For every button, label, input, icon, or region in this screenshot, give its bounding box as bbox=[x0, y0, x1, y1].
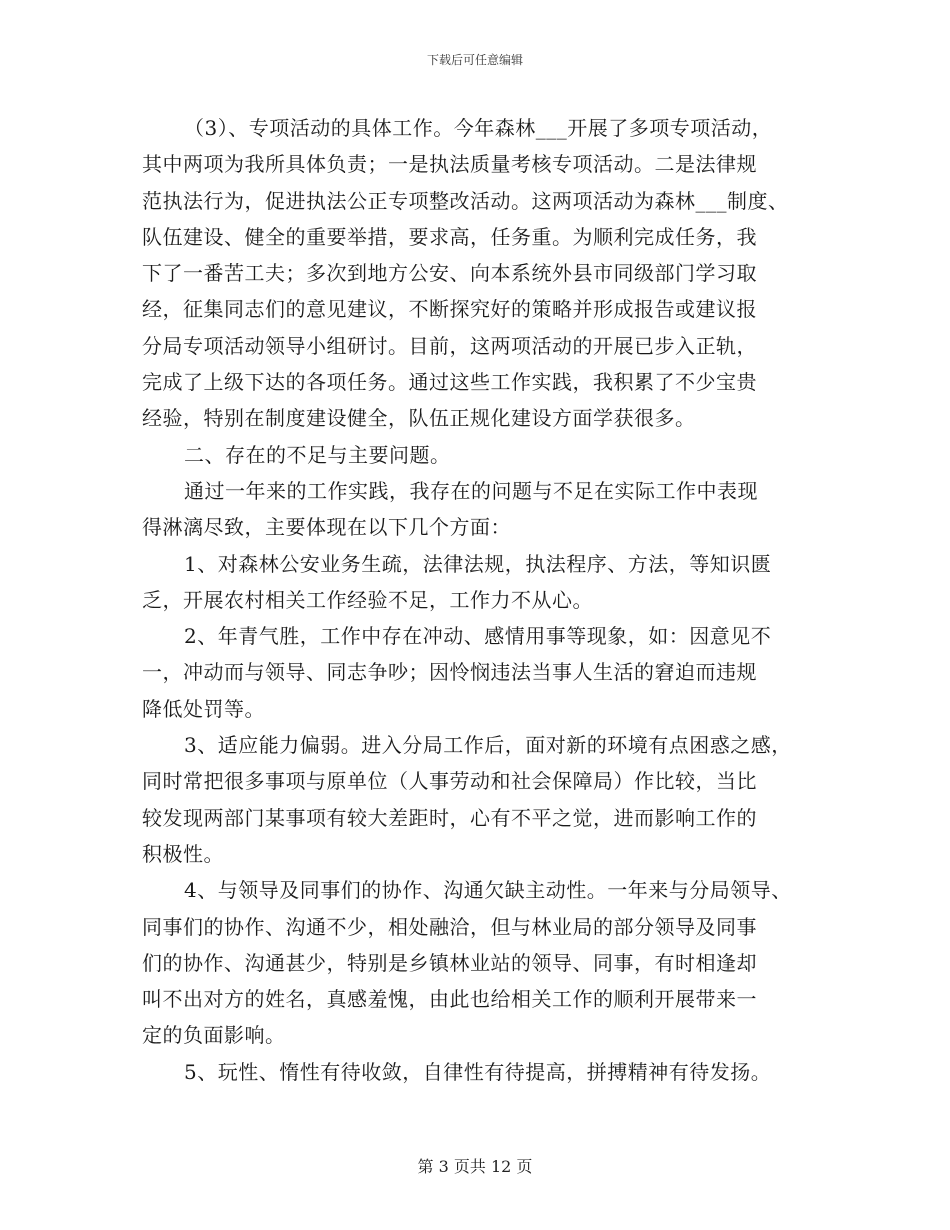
text-line: 范执法行为，促进执法公正专项整改活动。这两项活动为森林___制度、 bbox=[142, 188, 789, 213]
text-line: 较发现两部门某事项有较大差距时，心有不平之觉，进而影响工作的 bbox=[142, 805, 757, 830]
text-line: 5、玩性、惰性有待收敛，自律性有待提高，拼搏精神有待发扬。 bbox=[184, 1059, 772, 1084]
text-line: 二、存在的不足与主要问题。 bbox=[184, 442, 451, 467]
text-line: 经，征集同志们的意见建议，不断探究好的策略并形成报告或建议报 bbox=[142, 297, 757, 322]
text-line: 通过一年来的工作实践，我存在的问题与不足在实际工作中表现 bbox=[184, 478, 758, 503]
text-line: 经验，特别在制度建设健全，队伍正规化建设方面学获很多。 bbox=[142, 406, 696, 431]
text-line: 4、与领导及同事们的协作、沟通欠缺主动性。一年来与分局领导、 bbox=[184, 878, 792, 903]
text-line: 定的负面影响。 bbox=[142, 1023, 286, 1048]
text-line: 同事们的协作、沟通不少，相处融洽，但与林业局的部分领导及同事 bbox=[142, 914, 757, 939]
text-line: 其中两项为我所具体负责；一是执法质量考核专项活动。二是法律规 bbox=[142, 152, 757, 177]
text-line: 2、年青气胜，工作中存在冲动、感情用事等现象，如：因意见不 bbox=[184, 624, 772, 649]
page-header: 下载后可任意编辑 bbox=[426, 53, 523, 67]
text-line: 乏，开展农村相关工作经验不足，工作力不从心。 bbox=[142, 587, 593, 612]
page-footer: 第 3 页共 12 页 bbox=[417, 1157, 533, 1176]
text-line: 叫不出对方的姓名，真感羞愧，由此也给相关工作的顺利开展带来一 bbox=[142, 987, 757, 1012]
text-line: 队伍建设、健全的重要举措，要求高，任务重。为顺利完成任务，我 bbox=[142, 224, 757, 249]
text-line: 下了一番苦工夫；多次到地方公安、向本系统外县市同级部门学习取 bbox=[142, 261, 757, 286]
text-line: 1、对森林公安业务生疏，法律法规，执法程序、方法，等知识匮 bbox=[184, 551, 772, 576]
document-body bbox=[142, 110, 832, 1090]
text-line: 们的协作、沟通甚少，特别是乡镇林业站的领导、同事，有时相逢却 bbox=[142, 950, 757, 975]
text-line: 同时常把很多事项与原单位（人事劳动和社会保障局）作比较，当比 bbox=[142, 769, 757, 794]
text-line: 降低处罚等。 bbox=[142, 696, 265, 721]
text-line: 完成了上级下达的各项任务。通过这些工作实践，我积累了不少宝贵 bbox=[142, 370, 757, 395]
text-line: 一，冲动而与领导、同志争吵；因怜悯违法当事人生活的窘迫而违规 bbox=[142, 660, 757, 685]
text-line: 得淋漓尽致，主要体现在以下几个方面： bbox=[142, 515, 511, 540]
text-line: 积极性。 bbox=[142, 841, 224, 866]
text-line: 3、适应能力偏弱。进入分局工作后，面对新的环境有点困惑之感， bbox=[184, 733, 792, 758]
text-line: 分局专项活动领导小组研讨。目前，这两项活动的开展已步入正轨， bbox=[142, 333, 757, 358]
text-line: （3）、专项活动的具体工作。今年森林___开展了多项专项活动， bbox=[184, 116, 773, 140]
